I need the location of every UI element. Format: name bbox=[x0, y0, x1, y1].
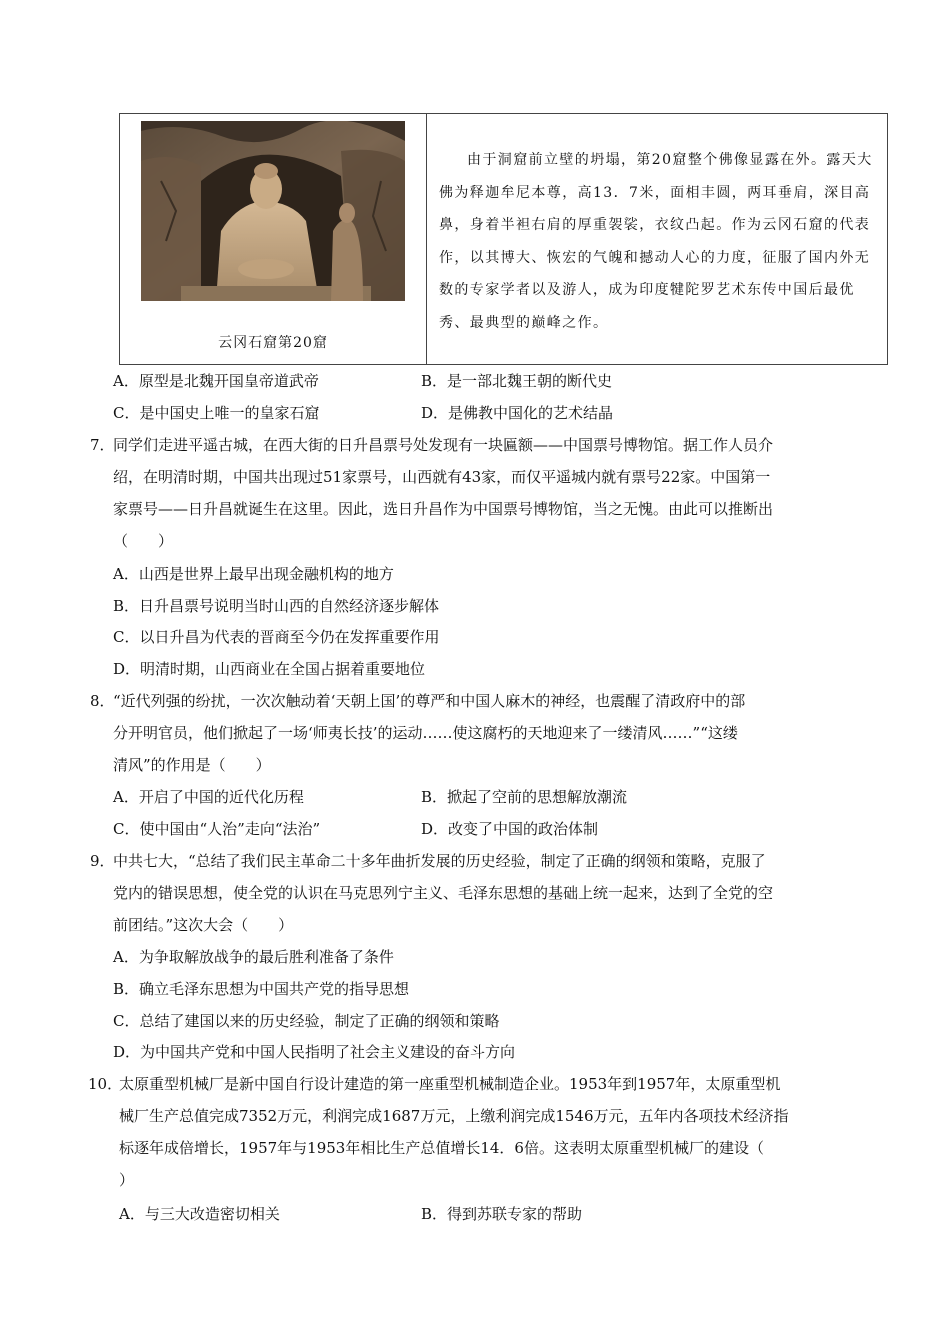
q6-option-d[interactable]: D．是佛教中国化的艺术结晶 bbox=[421, 404, 614, 422]
q8-option-a[interactable]: A．开启了中国的近代化历程 bbox=[113, 788, 304, 806]
q6-option-c[interactable]: C．是中国史上唯一的皇家石窟 bbox=[113, 404, 320, 422]
q9-option-a[interactable]: A．为争取解放战争的最后胜利准备了条件 bbox=[113, 948, 394, 966]
q8-option-b[interactable]: B．掀起了空前的思想解放潮流 bbox=[421, 788, 628, 806]
q10-stem-line-2: 械厂生产总值完成7352万元，利润完成1687万元，上缴利润完成1546万元，五年内各项技术经济指 bbox=[119, 1107, 789, 1125]
figure-caption: 云冈石窟第20窟 bbox=[218, 335, 328, 351]
q10-stem-line-3: 标逐年成倍增长，1957年与1953年相比生产总值增长14．6倍。这表明太原重型机械厂的建设（ bbox=[119, 1139, 764, 1157]
q7-stem-line-2: 绍，在明清时期，中国共出现过51家票号，山西就有43家，而仅平遥城内就有票号22家。中国第一 bbox=[113, 468, 771, 486]
q8-number: 8． bbox=[90, 692, 115, 710]
q7-stem-line-1: 同学们走进平遥古城，在西大街的日升昌票号处发现有一块匾额——中国票号博物馆。据工作人员介 bbox=[113, 436, 774, 454]
q8-option-c[interactable]: C．使中国由“人治”走向“法治” bbox=[113, 820, 321, 838]
q9-option-d[interactable]: D．为中国共产党和中国人民指明了社会主义建设的奋斗方向 bbox=[113, 1043, 516, 1061]
q9-stem-line-1: 中共七大，“总结了我们民主革命二十多年曲折发展的历史经验，制定了正确的纲领和策略，克服了 bbox=[113, 852, 766, 870]
q8-stem-line-1: “近代列强的纷扰，一次次触动着‘天朝上国’的尊严和中国人麻木的神经，也震醒了清政府中的部 bbox=[113, 692, 746, 710]
q8-stem-line-2: 分开明官员，他们掀起了一场‘师夷长技’的运动……使这腐朽的天地迎来了一缕清风……”“这缕 bbox=[113, 724, 738, 742]
q10-option-b[interactable]: B．得到苏联专家的帮助 bbox=[421, 1205, 583, 1223]
q7-option-a[interactable]: A．山西是世界上最早出现金融机构的地方 bbox=[113, 565, 394, 583]
q9-option-c[interactable]: C．总结了建国以来的历史经验，制定了正确的纲领和策略 bbox=[113, 1012, 500, 1030]
q9-stem-line-3: 前团结。”这次大会（ ） bbox=[113, 916, 294, 934]
figure-table bbox=[119, 113, 888, 365]
q6-option-a[interactable]: A．原型是北魏开国皇帝道武帝 bbox=[113, 372, 319, 390]
q9-stem-line-2: 党内的错误思想，使全党的认识在马克思列宁主义、毛泽东思想的基础上统一起来，达到了全党的空 bbox=[113, 884, 774, 902]
q8-option-d[interactable]: D．改变了中国的政治体制 bbox=[421, 820, 599, 838]
figure-description: 由于洞窟前立壁的坍塌，第20窟整个佛像显露在外。露天大佛为释迦牟尼本尊，高13．7米，面相丰圆，两耳垂肩，深目高鼻，身着半袒右肩的厚重袈裟，衣纹凸起。作为云冈石窟的代表作，以其博大、恢宏的气魄和撼动人心的力度，征服了国内外无数的专家学者以及游人，成为印度犍陀罗艺术东传中国后最优秀、最典型的巅峰之作。 bbox=[439, 152, 873, 331]
q7-option-c[interactable]: C．以日升昌为代表的晋商至今仍在发挥重要作用 bbox=[113, 628, 440, 646]
q7-stem-line-3: 家票号——日升昌就诞生在这里。因此，选日升昌作为中国票号博物馆，当之无愧。由此可以推断出 bbox=[113, 500, 774, 518]
q10-stem-line-1: 太原重型机械厂是新中国自行设计建造的第一座重型机械制造企业。1953年到1957年，太原重型机 bbox=[119, 1075, 781, 1093]
figure-description-cell bbox=[427, 114, 887, 364]
q10-number: 10． bbox=[88, 1075, 123, 1093]
q7-stem-line-4: （ ） bbox=[113, 532, 174, 550]
q8-stem-line-3: 清风”的作用是（ ） bbox=[113, 756, 271, 774]
yungang-cave-20-photo bbox=[141, 121, 405, 301]
q9-number: 9． bbox=[90, 852, 115, 870]
q6-option-b[interactable]: B．是一部北魏王朝的断代史 bbox=[421, 372, 613, 390]
q10-option-a[interactable]: A．与三大改造密切相关 bbox=[119, 1205, 280, 1223]
q7-number: 7． bbox=[90, 436, 115, 454]
figure-image-cell bbox=[120, 114, 427, 364]
q7-option-d[interactable]: D．明清时期，山西商业在全国占据着重要地位 bbox=[113, 660, 426, 678]
q10-stem-line-4: ） bbox=[119, 1171, 135, 1189]
q7-option-b[interactable]: B．日升昌票号说明当时山西的自然经济逐步解体 bbox=[113, 597, 440, 615]
q9-option-b[interactable]: B．确立毛泽东思想为中国共产党的指导思想 bbox=[113, 980, 410, 998]
